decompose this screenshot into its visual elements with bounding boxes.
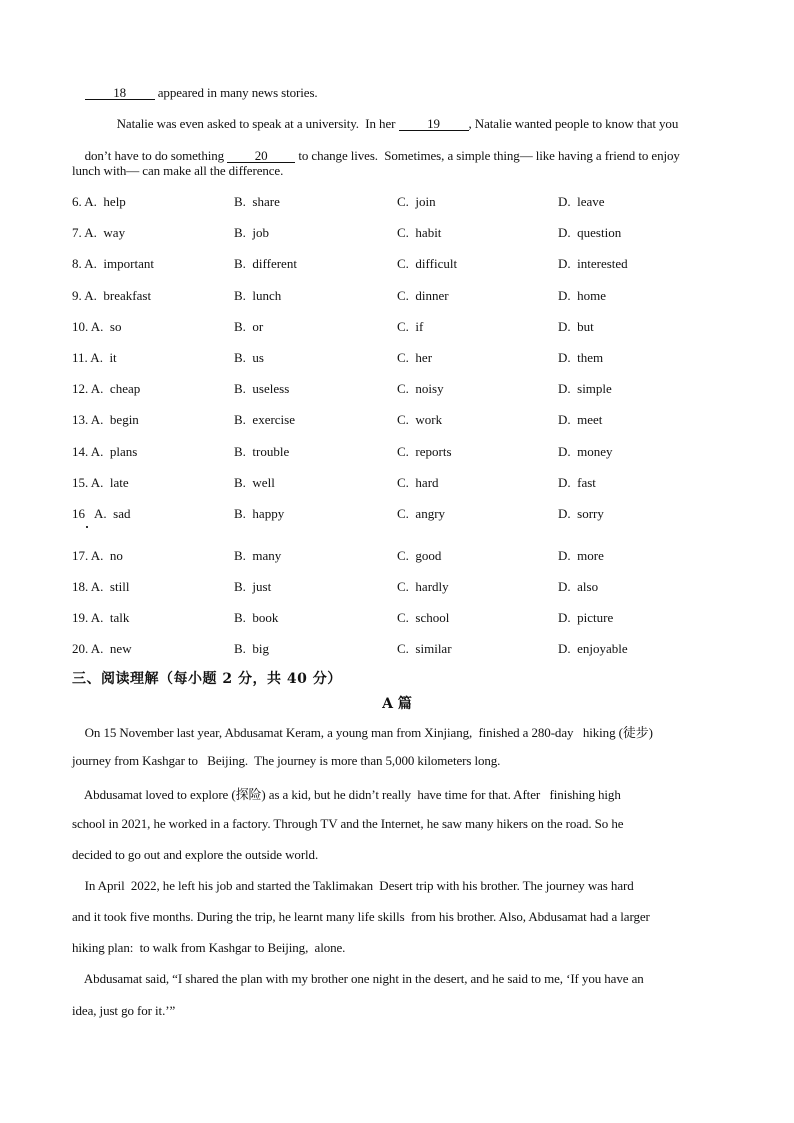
option-a: 15. A. late bbox=[72, 475, 129, 490]
option-b: B. big bbox=[234, 641, 270, 656]
option-b: B. book bbox=[234, 610, 279, 625]
option-b: B. or bbox=[234, 319, 264, 334]
option-row bbox=[0, 381, 794, 399]
blank-19: 19 bbox=[399, 117, 469, 131]
option-d: D. money bbox=[558, 444, 613, 459]
option-c: C. noisy bbox=[397, 381, 444, 396]
option-a: 9. A. breakfast bbox=[72, 288, 152, 303]
option-d: D. meet bbox=[558, 412, 603, 427]
passage-line: idea, just go for it.’” bbox=[72, 1003, 176, 1018]
option-c: C. if bbox=[397, 319, 424, 334]
option-c: C. hardly bbox=[397, 579, 449, 594]
passage-line: In April 2022, he left his job and started the Taklimakan Desert trip with his brother. The journey was hard bbox=[72, 878, 634, 893]
option-b: B. exercise bbox=[234, 412, 296, 427]
option-a: 11. A. it bbox=[72, 350, 117, 365]
passage-title: A 篇 bbox=[382, 696, 412, 712]
passage-line: On 15 November last year, Abdusamat Keram, a young man from Xinjiang, finished a 280-day hiking (徒步) bbox=[72, 725, 653, 740]
option-c: C. work bbox=[397, 412, 443, 427]
cloze-text: , Natalie wanted people to know that you bbox=[468, 116, 679, 131]
passage-line: Abdusamat loved to explore (探险) as a kid, but he didn’t really have time for that. After finishing high bbox=[72, 787, 621, 802]
option-d: D. home bbox=[558, 288, 607, 303]
option-row bbox=[0, 256, 794, 274]
cloze-line-4: lunch with— can make all the difference. bbox=[72, 163, 284, 178]
option-d: D. simple bbox=[558, 381, 612, 396]
option-b: B. different bbox=[234, 256, 297, 271]
option-c: C. habit bbox=[397, 225, 442, 240]
blank-18: 18 bbox=[85, 86, 155, 100]
passage-line: hiking plan: to walk from Kashgar to Beijing, alone. bbox=[72, 940, 346, 955]
option-a: 19. A. talk bbox=[72, 610, 130, 625]
option-d: D. enjoyable bbox=[558, 641, 628, 656]
option-d: D. them bbox=[558, 350, 604, 365]
option-a: 14. A. plans bbox=[72, 444, 138, 459]
option-b: B. many bbox=[234, 548, 282, 563]
section-heading: 三、阅读理解（每小题 2 分，共 40 分） bbox=[72, 671, 342, 687]
option-d: D. also bbox=[558, 579, 599, 594]
option-b: B. share bbox=[234, 194, 280, 209]
option-row bbox=[0, 641, 794, 659]
option-row bbox=[0, 194, 794, 212]
option-c: C. her bbox=[397, 350, 433, 365]
option-a: 16 A. sad bbox=[72, 506, 131, 521]
option-d: D. leave bbox=[558, 194, 605, 209]
cloze-text: to change lives. Sometimes, a simple thing— like having a friend to enjoy bbox=[295, 148, 680, 163]
option-row bbox=[0, 225, 794, 243]
option-row bbox=[0, 412, 794, 430]
option-b: B. us bbox=[234, 350, 264, 365]
option-row bbox=[0, 444, 794, 462]
option-c: C. reports bbox=[397, 444, 452, 459]
passage-line: school in 2021, he worked in a factory. Through TV and the Internet, he saw many hikers on the road. So he bbox=[72, 816, 624, 831]
option-d: D. question bbox=[558, 225, 622, 240]
option-b: B. trouble bbox=[234, 444, 290, 459]
option-row bbox=[0, 288, 794, 306]
option-c: C. join bbox=[397, 194, 436, 209]
cloze-text: Natalie was even asked to speak at a university. In her bbox=[116, 116, 399, 131]
option-b: B. useless bbox=[234, 381, 290, 396]
option-c: C. hard bbox=[397, 475, 439, 490]
option-b: B. job bbox=[234, 225, 270, 240]
option-row bbox=[0, 350, 794, 368]
option-a: 17. A. no bbox=[72, 548, 123, 563]
option-row bbox=[0, 548, 794, 566]
option-a: 13. A. begin bbox=[72, 412, 139, 427]
option-row bbox=[0, 579, 794, 597]
option-b: B. well bbox=[234, 475, 275, 490]
option-b: B. happy bbox=[234, 506, 285, 521]
blank-20: 20 bbox=[227, 149, 295, 163]
option-c: C. school bbox=[397, 610, 450, 625]
option-c: C. dinner bbox=[397, 288, 449, 303]
option-a: 20. A. new bbox=[72, 641, 132, 656]
passage-line: Abdusamat said, “I shared the plan with my brother one night in the desert, and he said to me, ‘If you have an bbox=[72, 971, 644, 986]
option-d: D. more bbox=[558, 548, 604, 563]
option-b: B. just bbox=[234, 579, 272, 594]
passage-line: and it took five months. During the trip, he learnt many life skills from his brother. Also, Abdusamat had a larger bbox=[72, 909, 650, 924]
option-a: 18. A. still bbox=[72, 579, 130, 594]
cloze-text: don’t have to do something bbox=[84, 148, 228, 163]
option-row bbox=[0, 319, 794, 337]
option-a: 12. A. cheap bbox=[72, 381, 141, 396]
stray-dot bbox=[86, 526, 88, 528]
option-d: D. fast bbox=[558, 475, 596, 490]
option-a: 8. A. important bbox=[72, 256, 154, 271]
option-d: D. interested bbox=[558, 256, 628, 271]
option-c: C. angry bbox=[397, 506, 446, 521]
option-c: C. difficult bbox=[397, 256, 458, 271]
cloze-text: appeared in many news stories. bbox=[154, 85, 318, 100]
option-d: D. picture bbox=[558, 610, 614, 625]
option-row bbox=[0, 506, 794, 524]
option-b: B. lunch bbox=[234, 288, 282, 303]
option-c: C. similar bbox=[397, 641, 452, 656]
option-d: D. sorry bbox=[558, 506, 604, 521]
passage-line: journey from Kashgar to Beijing. The journey is more than 5,000 kilometers long. bbox=[72, 753, 501, 768]
option-a: 6. A. help bbox=[72, 194, 126, 209]
option-row bbox=[0, 610, 794, 628]
passage-line: decided to go out and explore the outside world. bbox=[72, 847, 319, 862]
option-c: C. good bbox=[397, 548, 442, 563]
option-row bbox=[0, 475, 794, 493]
option-d: D. but bbox=[558, 319, 594, 334]
option-a: 7. A. way bbox=[72, 225, 126, 240]
option-a: 10. A. so bbox=[72, 319, 122, 334]
